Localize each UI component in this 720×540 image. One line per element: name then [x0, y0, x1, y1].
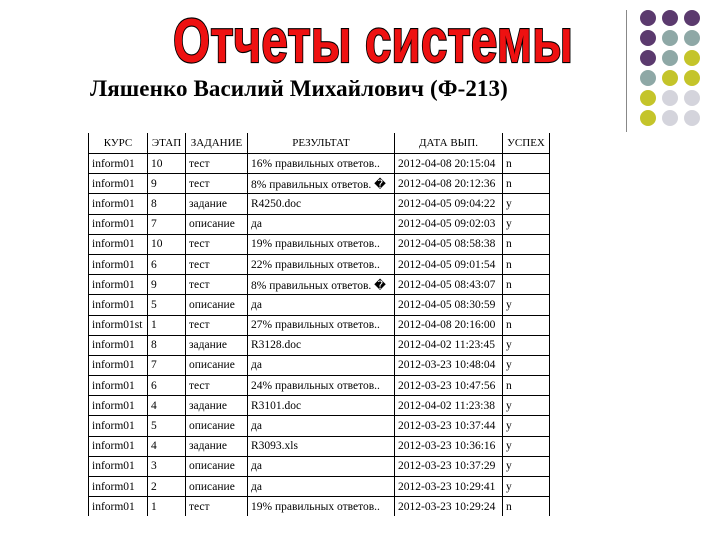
- course-cell: inform01: [89, 295, 148, 315]
- success-cell: y: [503, 436, 550, 456]
- decorative-dot: [662, 30, 678, 46]
- stage-cell: 10: [148, 154, 186, 174]
- result-cell: R4250.doc: [248, 194, 395, 214]
- decorative-dot: [684, 110, 700, 126]
- date-cell: 2012-04-05 09:01:54: [395, 254, 503, 274]
- stage-cell: 7: [148, 214, 186, 234]
- date-cell: 2012-03-23 10:37:44: [395, 416, 503, 436]
- table-row: [89, 477, 550, 497]
- table-row: [89, 194, 550, 214]
- course-cell: inform01: [89, 436, 148, 456]
- date-cell: 2012-04-02 11:23:45: [395, 335, 503, 355]
- stage-cell: 1: [148, 497, 186, 517]
- course-cell: inform01: [89, 376, 148, 396]
- course-cell: inform01: [89, 174, 148, 194]
- column-header-stage: ЭТАП: [148, 133, 186, 154]
- date-cell: 2012-04-05 08:58:38: [395, 234, 503, 254]
- task-cell: тест: [186, 174, 248, 194]
- success-cell: y: [503, 214, 550, 234]
- course-cell: inform01: [89, 477, 148, 497]
- course-cell: inform01st: [89, 315, 148, 335]
- stage-cell: 2: [148, 477, 186, 497]
- task-cell: описание: [186, 355, 248, 375]
- column-header-course: КУРС: [89, 133, 148, 154]
- task-cell: тест: [186, 154, 248, 174]
- result-cell: да: [248, 355, 395, 375]
- decorative-dot: [662, 50, 678, 66]
- decorative-dot: [684, 30, 700, 46]
- date-cell: 2012-04-05 09:02:03: [395, 214, 503, 234]
- success-cell: y: [503, 335, 550, 355]
- success-cell: n: [503, 315, 550, 335]
- table-row: [89, 497, 550, 517]
- course-cell: inform01: [89, 497, 148, 517]
- task-cell: задание: [186, 335, 248, 355]
- course-cell: inform01: [89, 456, 148, 476]
- table-row: [89, 335, 550, 355]
- report-table: [88, 133, 550, 516]
- stage-cell: 9: [148, 174, 186, 194]
- decorative-dot: [640, 110, 656, 126]
- success-cell: y: [503, 396, 550, 416]
- task-cell: тест: [186, 497, 248, 517]
- course-cell: inform01: [89, 355, 148, 375]
- stage-cell: 4: [148, 396, 186, 416]
- course-cell: inform01: [89, 254, 148, 274]
- decorative-dot: [684, 70, 700, 86]
- result-cell: 19% правильных ответов..: [248, 234, 395, 254]
- success-cell: n: [503, 275, 550, 295]
- date-cell: 2012-03-23 10:29:41: [395, 477, 503, 497]
- table-header-row: [89, 133, 550, 154]
- table-row: [89, 154, 550, 174]
- decorative-dot-grid: [638, 8, 718, 138]
- table-row: [89, 355, 550, 375]
- stage-cell: 7: [148, 355, 186, 375]
- success-cell: n: [503, 154, 550, 174]
- table-row: [89, 174, 550, 194]
- table-row: [89, 436, 550, 456]
- stage-cell: 8: [148, 335, 186, 355]
- date-cell: 2012-04-05 08:43:07: [395, 275, 503, 295]
- decorative-dot: [662, 90, 678, 106]
- task-cell: задание: [186, 396, 248, 416]
- course-cell: inform01: [89, 335, 148, 355]
- table-row: [89, 275, 550, 295]
- decorative-dot: [684, 50, 700, 66]
- success-cell: n: [503, 234, 550, 254]
- table-row: [89, 234, 550, 254]
- stage-cell: 10: [148, 234, 186, 254]
- decorative-dot: [662, 70, 678, 86]
- author-name: Ляшенко Василий Михайлович (Ф-213): [90, 76, 508, 101]
- date-cell: 2012-04-05 09:04:22: [395, 194, 503, 214]
- course-cell: inform01: [89, 234, 148, 254]
- stage-cell: 3: [148, 456, 186, 476]
- success-cell: y: [503, 295, 550, 315]
- task-cell: тест: [186, 376, 248, 396]
- decorative-dot: [684, 90, 700, 106]
- success-cell: y: [503, 355, 550, 375]
- success-cell: y: [503, 477, 550, 497]
- stage-cell: 9: [148, 275, 186, 295]
- success-cell: n: [503, 174, 550, 194]
- result-cell: 22% правильных ответов..: [248, 254, 395, 274]
- result-cell: 19% правильных ответов..: [248, 497, 395, 517]
- result-cell: да: [248, 456, 395, 476]
- result-cell: да: [248, 416, 395, 436]
- result-cell: R3093.xls: [248, 436, 395, 456]
- date-cell: 2012-04-05 08:30:59: [395, 295, 503, 315]
- table-row: [89, 416, 550, 436]
- date-cell: 2012-03-23 10:48:04: [395, 355, 503, 375]
- success-cell: y: [503, 416, 550, 436]
- task-cell: задание: [186, 194, 248, 214]
- table-row: [89, 376, 550, 396]
- result-cell: 8% правильных ответов. �: [248, 174, 395, 194]
- course-cell: inform01: [89, 194, 148, 214]
- success-cell: n: [503, 376, 550, 396]
- course-cell: inform01: [89, 214, 148, 234]
- success-cell: n: [503, 497, 550, 517]
- task-cell: тест: [186, 254, 248, 274]
- task-cell: описание: [186, 416, 248, 436]
- decorative-dot: [662, 110, 678, 126]
- table-row: [89, 214, 550, 234]
- date-cell: 2012-03-23 10:29:24: [395, 497, 503, 517]
- decorative-dot: [640, 50, 656, 66]
- course-cell: inform01: [89, 416, 148, 436]
- column-header-task: ЗАДАНИЕ: [186, 133, 248, 154]
- task-cell: описание: [186, 477, 248, 497]
- stage-cell: 5: [148, 295, 186, 315]
- decorative-divider: [626, 10, 627, 132]
- slide-title-text: Отчеты системы: [173, 7, 573, 76]
- column-header-date: ДАТА ВЫП.: [395, 133, 503, 154]
- stage-cell: 4: [148, 436, 186, 456]
- decorative-dot: [640, 30, 656, 46]
- stage-cell: 5: [148, 416, 186, 436]
- table-row: [89, 315, 550, 335]
- result-cell: R3101.doc: [248, 396, 395, 416]
- table-row: [89, 295, 550, 315]
- date-cell: 2012-04-02 11:23:38: [395, 396, 503, 416]
- table-row: [89, 396, 550, 416]
- date-cell: 2012-04-08 20:12:36: [395, 174, 503, 194]
- task-cell: описание: [186, 456, 248, 476]
- table-row: [89, 456, 550, 476]
- result-cell: да: [248, 295, 395, 315]
- success-cell: y: [503, 456, 550, 476]
- column-header-success: УСПЕХ: [503, 133, 550, 154]
- course-cell: inform01: [89, 275, 148, 295]
- stage-cell: 6: [148, 254, 186, 274]
- course-cell: inform01: [89, 396, 148, 416]
- date-cell: 2012-04-08 20:15:04: [395, 154, 503, 174]
- task-cell: тест: [186, 234, 248, 254]
- course-cell: inform01: [89, 154, 148, 174]
- task-cell: описание: [186, 295, 248, 315]
- date-cell: 2012-04-08 20:16:00: [395, 315, 503, 335]
- result-cell: 24% правильных ответов..: [248, 376, 395, 396]
- result-cell: R3128.doc: [248, 335, 395, 355]
- decorative-dot: [662, 10, 678, 26]
- date-cell: 2012-03-23 10:37:29: [395, 456, 503, 476]
- slide-title: [168, 2, 578, 74]
- success-cell: n: [503, 254, 550, 274]
- result-cell: да: [248, 214, 395, 234]
- date-cell: 2012-03-23 10:36:16: [395, 436, 503, 456]
- decorative-dot: [640, 90, 656, 106]
- decorative-dot: [640, 70, 656, 86]
- decorative-dot: [684, 10, 700, 26]
- task-cell: описание: [186, 214, 248, 234]
- table-row: [89, 254, 550, 274]
- result-cell: 16% правильных ответов..: [248, 154, 395, 174]
- result-cell: да: [248, 477, 395, 497]
- stage-cell: 6: [148, 376, 186, 396]
- success-cell: y: [503, 194, 550, 214]
- result-cell: 27% правильных ответов..: [248, 315, 395, 335]
- result-cell: 8% правильных ответов. �: [248, 275, 395, 295]
- date-cell: 2012-03-23 10:47:56: [395, 376, 503, 396]
- report-table-body: [89, 154, 550, 517]
- task-cell: задание: [186, 436, 248, 456]
- task-cell: тест: [186, 315, 248, 335]
- column-header-result: РЕЗУЛЬТАТ: [248, 133, 395, 154]
- task-cell: тест: [186, 275, 248, 295]
- decorative-dot: [640, 10, 656, 26]
- stage-cell: 8: [148, 194, 186, 214]
- stage-cell: 1: [148, 315, 186, 335]
